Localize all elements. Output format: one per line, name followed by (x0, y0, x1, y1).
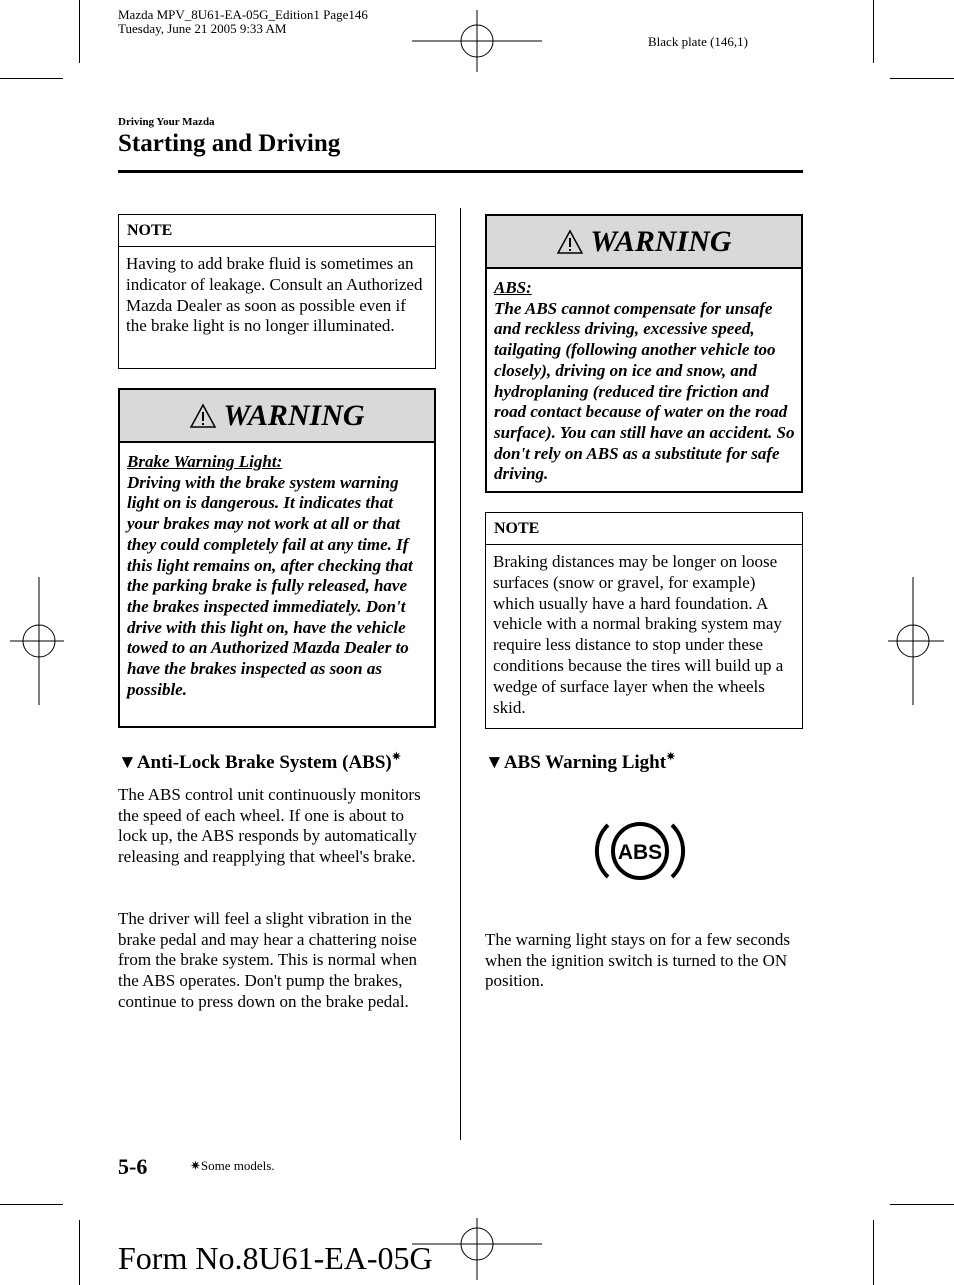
heading-text: Anti-Lock Brake System (ABS) (136, 752, 392, 773)
warning-text: The ABS cannot compensate for unsafe and reckless driving, excessive speed, tailgating (following another vehicle too closely), driving on ice and snow, and hydroplaning (reduced tire friction and road contact because of water on the road surface). You can still have an accident. So don't rely on ABS as a substitute for safe driving. (494, 298, 795, 484)
abs-icon-label: ABS (617, 841, 663, 864)
footnote (190, 1158, 275, 1174)
note-box-braking-distance (485, 512, 803, 729)
registration-mark-icon (10, 577, 64, 705)
warning-title: WARNING (590, 224, 732, 258)
note-heading: NOTE (486, 513, 802, 545)
heading-text: ABS Warning Light (503, 752, 667, 773)
crop-mark-bl-v (79, 1220, 80, 1285)
warning-header (487, 216, 801, 269)
crop-mark-br-v (873, 1220, 874, 1285)
crop-mark-tr-h (890, 78, 954, 79)
heading-marker: ▼ (118, 752, 137, 773)
section-label: Driving Your Mazda (118, 116, 215, 128)
registration-mark-icon (888, 577, 944, 705)
footnote-star: ✷ (190, 1158, 201, 1173)
note-box-brake-fluid (118, 214, 436, 369)
title-rule (118, 170, 803, 173)
page-title: Starting and Driving (118, 130, 341, 157)
warning-body (120, 443, 434, 708)
abs-paragraph-1: The ABS control unit continuously monitors the speed of each wheel. If one is about to lock up, the ABS responds by automatically releasing and reapplying that wheel's brake. (118, 785, 421, 867)
crop-mark-tr-v (873, 0, 874, 63)
heading-star: ✷ (391, 751, 401, 763)
note-body: Braking distances may be longer on loose surfaces (snow or gravel, for example) which usually have a hard foundation. A vehicle with a normal braking system may require less distance to stop under these conditions because the tires will build up a wedge of surface layer when the wheels skid. (493, 552, 784, 717)
warning-title: WARNING (223, 398, 365, 432)
crop-mark-tl-h (0, 78, 63, 79)
heading-abs (118, 750, 401, 774)
abs-warning-light-icon (594, 815, 686, 887)
warning-text: Driving with the brake system warning light on is dangerous. It indicates that your brakes may not work at all or that they could completely fail at any time. If this light remains on, after checking that the parking brake is fully released, have the brakes inspected immediately. Don't drive with this light on, have the vehicle towed to an Authorized Mazda Dealer to have the brakes inspected as soon as possible. (127, 472, 413, 699)
warning-subtitle: ABS: (494, 278, 532, 297)
page-number: 5-6 (118, 1154, 148, 1179)
crop-mark-br-h (890, 1204, 954, 1205)
warning-triangle-icon (556, 229, 584, 255)
print-header-line2: Tuesday, June 21 2005 9:33 AM (118, 21, 287, 36)
plate-label: Black plate (146,1) (648, 34, 748, 49)
warning-triangle-icon (189, 403, 217, 429)
registration-mark-icon (412, 10, 542, 72)
column-divider (460, 208, 461, 1140)
crop-mark-bl-h (0, 1204, 63, 1205)
heading-star: ✷ (666, 751, 676, 763)
print-header-line1: Mazda MPV_8U61-EA-05G_Edition1 Page146 (118, 7, 368, 22)
warning-header (120, 390, 434, 443)
abs-paragraph-2: The driver will feel a slight vibration in the brake pedal and may hear a chattering noise from the brake system. This is normal when the ABS operates. Don't pump the brakes, continue to press down on the brake pedal. (118, 909, 418, 1011)
warning-subtitle: Brake Warning Light: (127, 452, 283, 471)
form-number: Form No.8U61-EA-05G (118, 1240, 433, 1276)
heading-marker: ▼ (485, 752, 504, 773)
abs-light-paragraph: The warning light stays on for a few seconds when the ignition switch is turned to the ON position. (485, 930, 790, 991)
note-heading: NOTE (119, 215, 435, 247)
warning-body (487, 269, 801, 493)
print-header (118, 8, 368, 36)
crop-mark-tl-v (79, 0, 80, 63)
warning-box-brake-light (118, 388, 436, 728)
heading-abs-warning-light (485, 750, 675, 774)
note-body: Having to add brake fluid is sometimes an indicator of leakage. Consult an Authorized Mazda Dealer as soon as possible even if the brake light is no longer illuminated. (126, 254, 423, 336)
footnote-text: Some models. (200, 1158, 275, 1173)
warning-box-abs (485, 214, 803, 493)
